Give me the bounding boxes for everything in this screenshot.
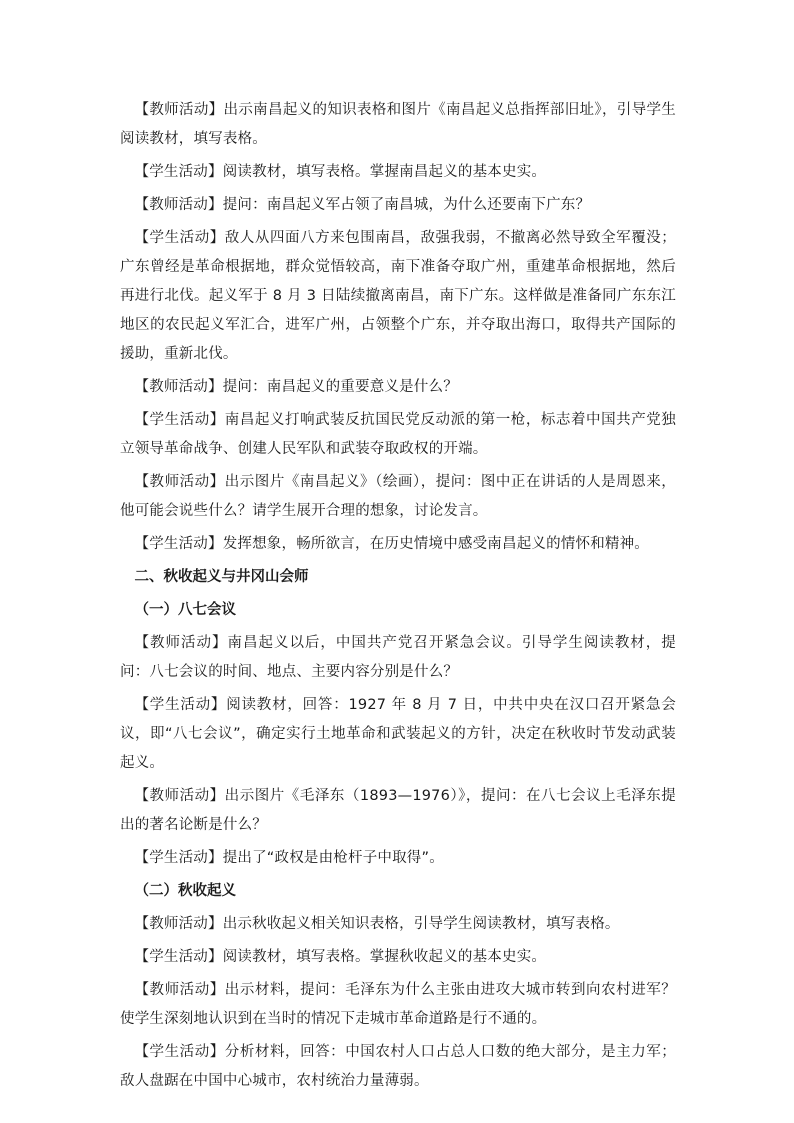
paragraph: 【学生活动】敌人从四面八方来包围南昌，敌强我弱，不撤离必然导致全军覆没；广东曾经是革命根据地，群众觉悟较高，南下准备夺取广州，重建革命根据地，然后再进行北伐。起义军于 8 月 3 日陆续撤离南昌，南下广东。这样做是准备同广东东江地区的农民起义军汇合，进军广州，占领整个广东，并夺取出海口，取得共产国际的援助，重新北伐。 (120, 230, 676, 362)
paragraph: 【教师活动】出示材料，提问：毛泽东为什么主张由进攻大城市转到向农村进军？使学生深刻地认识到在当时的情况下走城市革命道路是行不通的。 (120, 982, 676, 1027)
section-heading: （二）秋收起义 (134, 883, 236, 899)
paragraph: 【教师活动】出示图片《南昌起义》（绘画），提问：图中正在讲话的人是周恩来，他可能会说些什么？请学生展开合理的想象，讨论发言。 (120, 474, 676, 519)
paragraph: 【教师活动】出示南昌起义的知识表格和图片《南昌起义总指挥部旧址》，引导学生阅读教材，填写表格。 (120, 102, 676, 147)
paragraph: 【教师活动】提问：南昌起义军占领了南昌城，为什么还要南下广东？ (134, 197, 591, 213)
section-heading: 二、秋收起义与井冈山会师 (134, 569, 309, 585)
paragraph: 【学生活动】南昌起义打响武装反抗国民党反动派的第一枪，标志着中国共产党独立领导革命战争、创建人民军队和武装夺取政权的开端。 (120, 412, 676, 457)
paragraph: 【学生活动】发挥想象，畅所欲言，在历史情境中感受南昌起义的情怀和精神。 (134, 536, 649, 552)
paragraph: 【教师活动】南昌起义以后，中国共产党召开紧急会议。引导学生阅读教材，提问：八七会议的时间、地点、主要内容分别是什么？ (120, 635, 676, 680)
paragraph: 【学生活动】提出了“政权是由枪杆子中取得”。 (134, 850, 444, 866)
paragraph: 【学生活动】阅读教材，填写表格。掌握秋收起义的基本史实。 (134, 949, 547, 965)
paragraph: 【教师活动】出示秋收起义相关知识表格，引导学生阅读教材，填写表格。 (134, 916, 620, 932)
paragraph: 【教师活动】出示图片《毛泽东（1893—1976）》，提问：在八七会议上毛泽东提出的著名论断是什么？ (120, 788, 676, 833)
document-body (120, 96, 676, 1100)
section-heading: （一）八七会议 (134, 602, 236, 618)
paragraph: 【教师活动】提问：南昌起义的重要意义是什么？ (134, 379, 458, 395)
paragraph: 【学生活动】分析材料，回答：中国农村人口占总人口数的绝大部分，是主力军；敌人盘踞在中国中心城市，农村统治力量薄弱。 (120, 1044, 676, 1089)
paragraph: 【学生活动】阅读教材，回答：1927 年 8 月 7 日，中共中央在汉口召开紧急会议，即“八七会议”，确定实行土地革命和武装起义的方针，决定在秋收时节发动武装起义。 (120, 697, 676, 771)
paragraph: 【学生活动】阅读教材，填写表格。掌握南昌起义的基本史实。 (134, 164, 547, 180)
